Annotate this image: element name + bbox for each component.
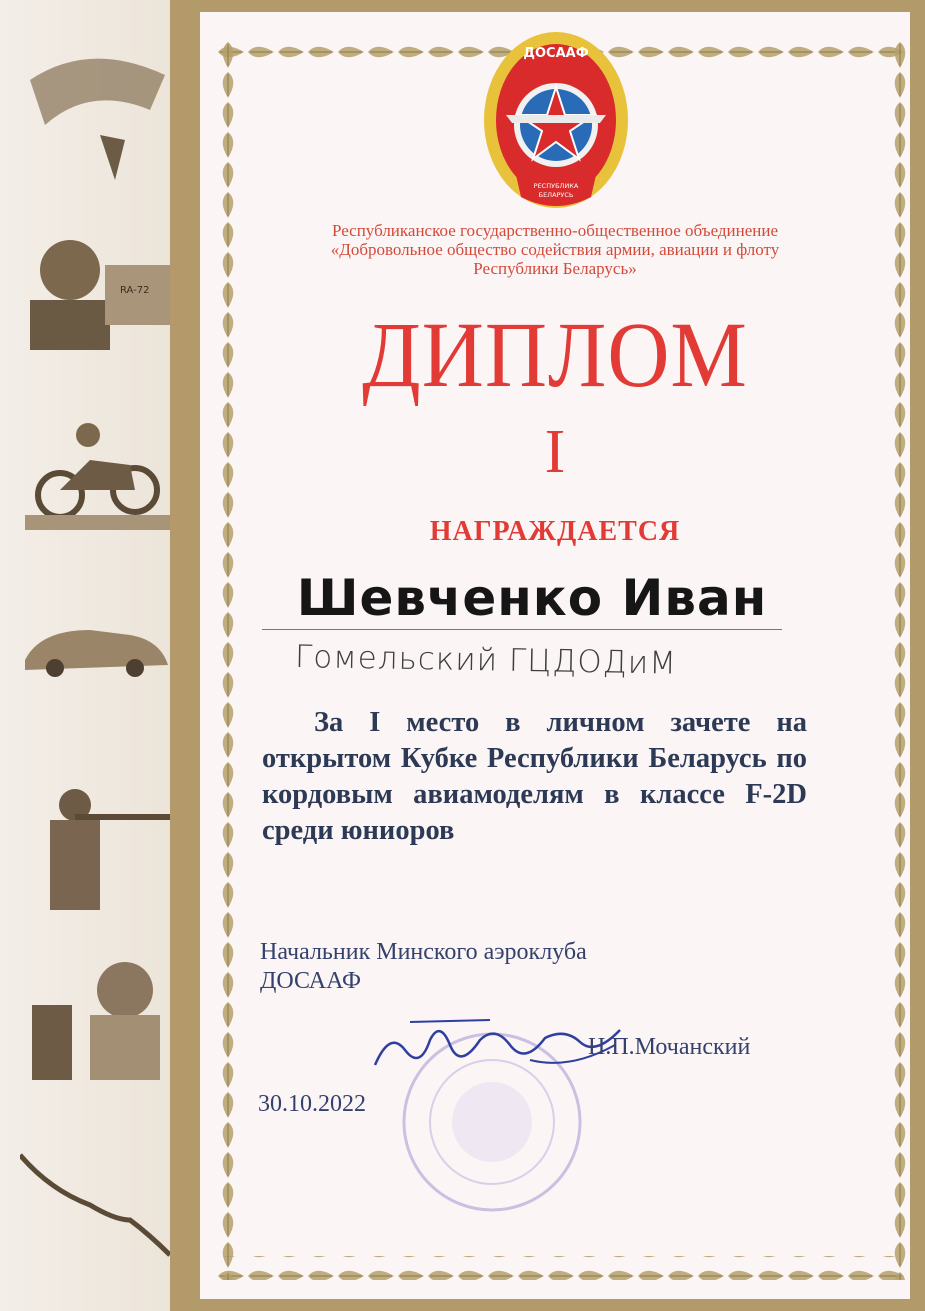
- signer-position-line-2: ДОСААФ: [260, 968, 361, 994]
- signer-position: [260, 938, 740, 996]
- recipient-name: Шевченко Иван: [296, 569, 768, 627]
- shooter-image: [20, 780, 170, 910]
- diploma-title: ДИПЛОМ: [362, 303, 748, 407]
- signer-name: Н.П.Мочанский: [588, 1034, 751, 1060]
- dosaaf-emblem: [476, 25, 636, 215]
- emblem-top-text: ДОСААФ: [523, 46, 589, 61]
- organization-header: [250, 221, 860, 278]
- organization-line-3: Республики Беларусь»: [473, 259, 637, 278]
- motocross-image: [20, 410, 170, 530]
- left-gold-edge: [170, 0, 188, 1311]
- rally-driver-image: [20, 225, 170, 350]
- diploma-degree: I: [544, 418, 566, 486]
- organization-line-2: «Добровольное общество содействия армии, авиации и флоту: [330, 240, 780, 259]
- rally-cars-image: [20, 610, 170, 680]
- signer-position-line-1: Начальник Минского аэроклуба: [260, 939, 587, 965]
- glider-image: [20, 1150, 170, 1260]
- issue-date: 30.10.2022: [258, 1091, 366, 1117]
- diver-image: [20, 960, 170, 1080]
- organization-line-1: Республиканское государственно-общественное объединение: [331, 221, 779, 240]
- svg-text:RA-72: RA-72: [120, 285, 150, 296]
- recipient-club: Гомельский ГЦДОДиМ: [294, 638, 678, 682]
- awarded-label: НАГРАЖДАЕТСЯ: [429, 516, 681, 547]
- parachutist-image: [20, 40, 170, 190]
- emblem-ribbon-text-2: БЕЛАРУСЬ: [538, 191, 574, 199]
- emblem-ribbon-text-1: РЕСПУБЛИКА: [533, 182, 579, 190]
- name-underline: [262, 629, 782, 630]
- award-reason: За I место в личном зачете на открытом Кубке Республики Беларусь по кордовым авиамоделям в классе F-2D среди юниоров: [262, 707, 807, 846]
